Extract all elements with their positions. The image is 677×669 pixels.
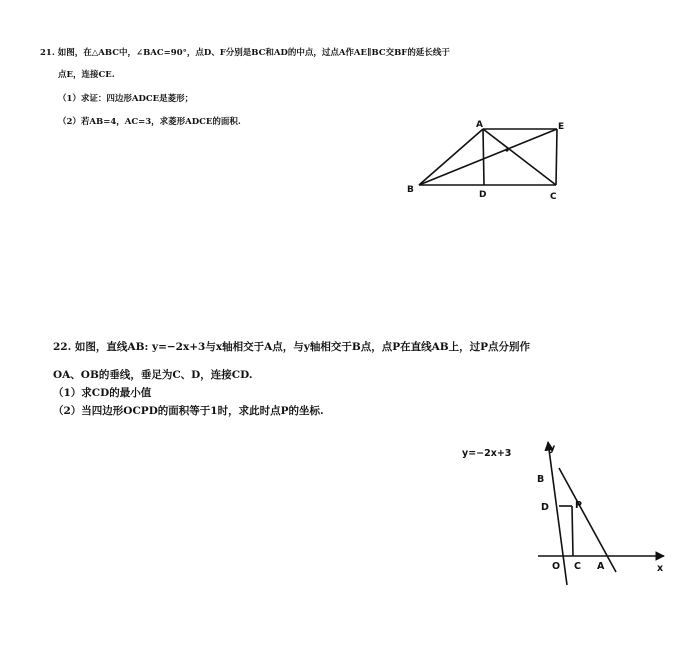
q22-label-b: B xyxy=(537,474,545,485)
q22-label-d: D xyxy=(541,502,549,513)
q22-stem-line2: OA、OB的垂线，垂足为C、D，连接CD. xyxy=(53,369,253,381)
q21-label-e: E xyxy=(558,122,565,132)
q21-label-c: C xyxy=(550,192,557,202)
q22-segment-pc xyxy=(572,506,573,556)
q22-label-x: x xyxy=(657,563,664,574)
q22-part2: （2）当四边形OCPD的面积等于1时，求此时点P的坐标. xyxy=(53,405,324,417)
q22-equation-label: y=−2x+3 xyxy=(462,448,512,459)
q22-label-o: O xyxy=(552,561,561,572)
q22-label-a: A xyxy=(597,561,605,572)
q21-label-b: B xyxy=(407,185,414,195)
q21-part1: （1）求证：四边形ADCE是菱形； xyxy=(58,94,194,104)
q22-label-c: C xyxy=(574,561,581,572)
q22-label-p: P xyxy=(575,500,582,511)
q22-label-y: y xyxy=(549,443,556,454)
q21-stem-line1: 21. 如图，在△ABC中，∠BAC=90°，点D、F分别是BC和AD的中点，过点A作AE∥BC交BF的延长线于 xyxy=(40,48,450,58)
q21-part2: （2）若AB=4，AC=3，求菱形ADCE的面积. xyxy=(58,117,241,127)
q21-label-a: A xyxy=(476,120,483,130)
q22-part1: （1）求CD的最小值 xyxy=(53,387,152,399)
q21-stem-line2: 点E，连接CE. xyxy=(58,70,115,80)
q21-label-d: D xyxy=(479,190,487,200)
q22-stem-line1: 22. 如图，直线AB: y=−2x+3与x轴相交于A点，与y轴相交于B点，点P在直线AB上，过P点分别作 xyxy=(53,341,531,353)
